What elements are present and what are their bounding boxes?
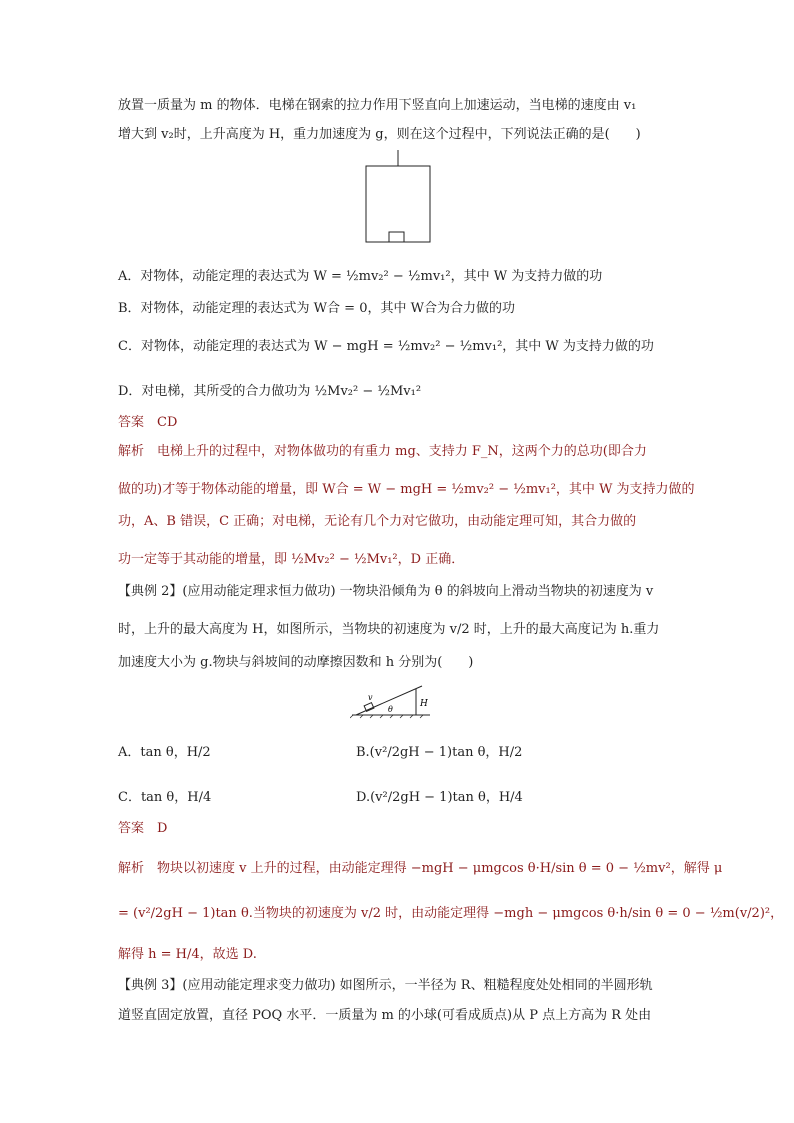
- q2-option-b: B.(v²/2gH − 1)tan θ，H/2: [356, 745, 523, 760]
- q1-explanation-line2: 做的功)才等于物体动能的增量，即 W合 = W − mgH = ½mv₂² − ½mv₁²，其中 W 为支持力做的: [118, 482, 695, 497]
- q1-explanation-line3: 功，A、B 错误，C 正确；对电梯，无论有几个力对它做功，由动能定理可知，其合力做的: [118, 514, 637, 529]
- q2-option-c: C．tan θ，H/4: [118, 790, 212, 805]
- fig-v-label: v: [368, 693, 373, 702]
- q1-option-d: D．对电梯，其所受的合力做功为 ½Mv₂² − ½Mv₁²: [118, 384, 422, 399]
- q1-answer: 答案 CD: [118, 415, 178, 430]
- fig-theta-label: θ: [388, 705, 393, 714]
- q2-explanation-line2: = (v²/2gH − 1)tan θ.当物块的初速度为 v/2 时，由动能定理得 −mgh − μmgcos θ·h/sin θ = 0 − ½m(v/2)²，: [118, 906, 784, 921]
- q2-stem-line1: 【典例 2】(应用动能定理求恒力做功) 一物块沿倾角为 θ 的斜坡向上滑动当物块的初速度为 v: [118, 584, 654, 599]
- q3-stem-line1: 【典例 3】(应用动能定理求变力做功) 如图所示，一半径为 R、粗糙程度处处相同的半圆形轨: [118, 978, 653, 993]
- q1-option-c: C．对物体，动能定理的表达式为 W − mgH = ½mv₂² − ½mv₁²，其中 W 为支持力做的功: [118, 339, 654, 354]
- q2-stem-line2: 时，上升的最大高度为 H，如图所示，当物块的初速度为 v/2 时，上升的最大高度记为 h.重力: [118, 622, 660, 637]
- q1-stem-line1: 放置一质量为 m 的物体．电梯在钢索的拉力作用下竖直向上加速运动，当电梯的速度由 v₁: [118, 98, 637, 113]
- q2-option-a: A．tan θ，H/2: [118, 745, 211, 760]
- q1-option-b: B．对物体，动能定理的表达式为 W合 = 0，其中 W合为合力做的功: [118, 301, 515, 316]
- q3-stem-line2: 道竖直固定放置，直径 POQ 水平．一质量为 m 的小球(可看成质点)从 P 点上方高为 R 处由: [118, 1008, 652, 1023]
- block: [364, 703, 374, 712]
- q1-explanation-line1: 解析 电梯上升的过程中，对物体做功的有重力 mg、支持力 F_N，这两个力的总功(即合力: [118, 444, 647, 459]
- q2-explanation-line1: 解析 物块以初速度 v 上升的过程，由动能定理得 −mgH − μmgcos θ·H/sin θ = 0 − ½mv²，解得 μ: [118, 861, 723, 876]
- q1-stem-line2: 增大到 v₂时，上升高度为 H，重力加速度为 g，则在这个过程中，下列说法正确的是( ): [118, 127, 641, 142]
- object-block: [389, 232, 404, 242]
- q1-option-a: A．对物体，动能定理的表达式为 W = ½mv₂² − ½mv₁²，其中 W 为支持力做的功: [118, 269, 603, 284]
- elevator-figure: [360, 150, 440, 246]
- q2-answer: 答案 D: [118, 821, 168, 836]
- q2-explanation-line3: 解得 h = H/4，故选 D.: [118, 947, 257, 962]
- q1-explanation-line4: 功一定等于其动能的增量，即 ½Mv₂² − ½Mv₁²，D 正确．: [118, 552, 465, 567]
- incline-figure: [350, 682, 440, 720]
- q2-option-d: D.(v²/2gH − 1)tan θ，H/4: [356, 790, 523, 805]
- q2-stem-line3: 加速度大小为 g.物块与斜坡间的动摩擦因数和 h 分别为( ): [118, 655, 474, 670]
- fig-H-label: H: [420, 699, 428, 709]
